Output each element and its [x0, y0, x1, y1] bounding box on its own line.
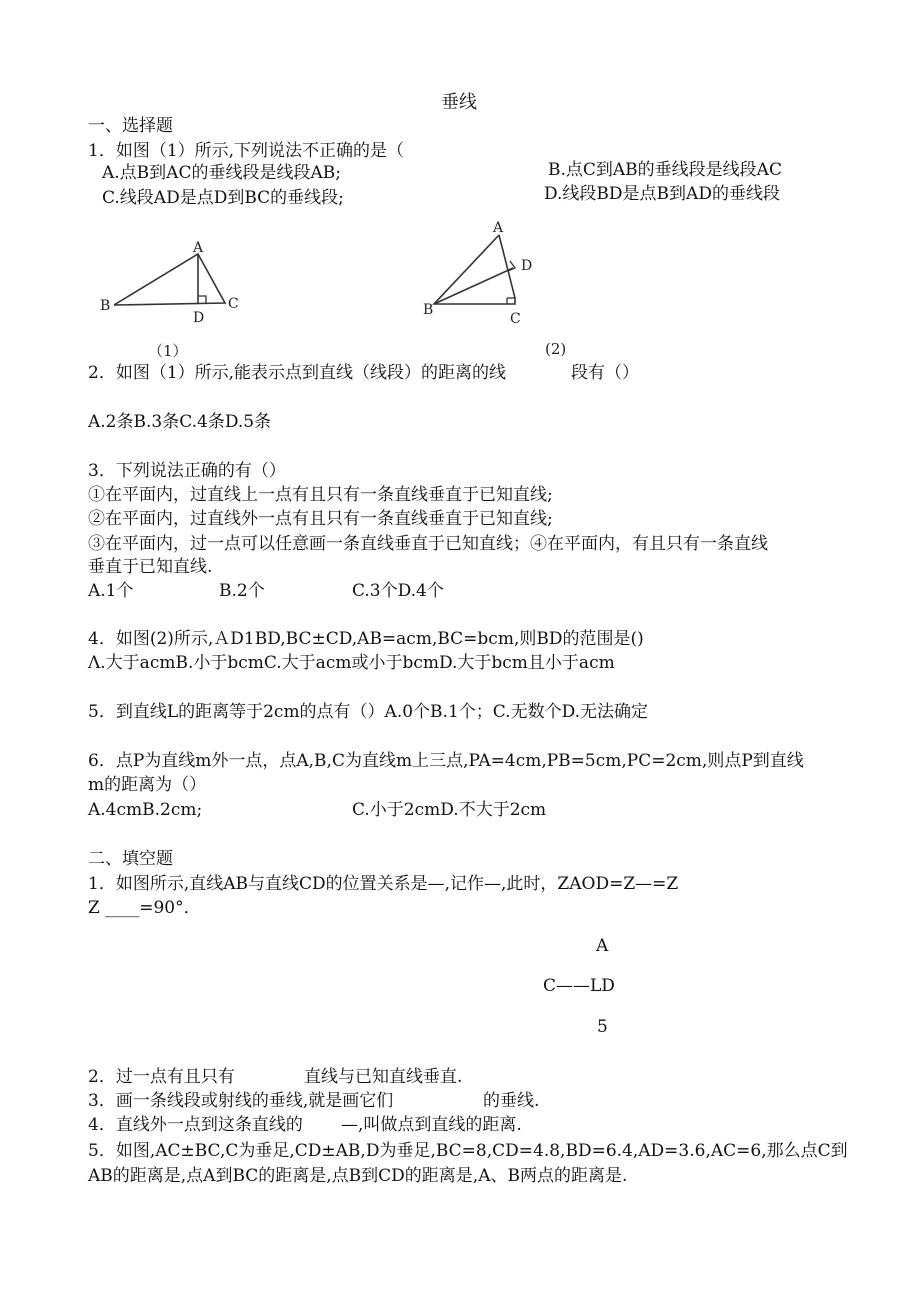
q3-option-b: B.2个 — [219, 581, 265, 601]
fig1-label-a: A — [193, 240, 204, 256]
f3-part2: 的垂线. — [483, 1091, 540, 1111]
q1-option-c: C.线段AD是点D到BC的垂线段; — [102, 188, 344, 208]
f2-part2: 直线与已知直线垂直. — [304, 1067, 463, 1087]
fig2-label-c: C — [510, 311, 521, 327]
q3-option-a: A.1个 — [88, 581, 134, 601]
f5-stem-line1: 5．如图,AC±BC,C为垂足,CD±AB,D为垂足,BC=8,CD=4.8,BD=6.4,AD=3.6,AC=6,那么点C到 — [88, 1141, 848, 1161]
f3-part1: 3．画一条线段或射线的垂线,就是画它们 — [88, 1091, 394, 1111]
q2-stem-part2: 段有（） — [571, 363, 639, 383]
q1-option-b: B.点C到AB的垂线段是线段AC — [548, 160, 782, 180]
q1-option-a: A.点B到AC的垂线段是线段AB; — [102, 163, 341, 183]
f1-figure-label-5: 5 — [597, 1017, 608, 1037]
fig2-label-b: B — [423, 302, 434, 318]
fig1-label-d: D — [193, 310, 205, 326]
q3-statement-4: 垂直于已知直线. — [88, 557, 213, 577]
q1-option-d: D.线段BD是点B到AD的垂线段 — [544, 184, 780, 204]
q5-stem: 5．到直线L的距离等于2cm的点有（）A.0个B.1个；C.无数个D.无法确定 — [88, 702, 649, 722]
fig2-label-d: D — [521, 258, 533, 274]
fig1-caption: （1） — [148, 342, 188, 360]
f2-part1: 2．过一点有且只有 — [88, 1067, 235, 1087]
q3-statement-2: ②在平面内，过直线外一点有且只有一条直线垂直于已知直线; — [88, 509, 553, 529]
q6-option-cd: C.小于2cmD.不大于2cm — [352, 800, 547, 820]
figure-2-triangle — [415, 215, 585, 365]
section-heading-choice: 一、选择题 — [88, 116, 173, 136]
page-title: 垂线 — [441, 92, 477, 113]
q6-option-ab: A.4cmB.2cm; — [88, 800, 203, 820]
f1-stem-line1: 1．如图所示,直线AB与直线CD的位置关系是—,记作—,此时，ZAOD=Z—=Z — [88, 874, 679, 894]
q3-stem: 3．下列说法正确的有（） — [88, 461, 286, 481]
f1-figure-label-cd: C——LD — [543, 976, 615, 996]
fig1-label-c: C — [228, 296, 239, 312]
f1-stem-line2: Z ____=90°． — [88, 898, 201, 918]
q6-stem-line2: m的距离为（） — [88, 775, 207, 795]
q3-option-cd: C.3个D.4个 — [352, 581, 444, 601]
fig2-label-a: A — [493, 220, 504, 236]
f4-part2: —,叫做点到直线的距离. — [341, 1115, 522, 1135]
figure-1-triangle — [90, 230, 260, 360]
section-heading-fill: 二、填空题 — [88, 849, 173, 869]
q6-stem-line1: 6．点P为直线m外一点，点A,B,C为直线m上三点,PA=4cm,PB=5cm,PC=2cm,则点P到直线 — [88, 751, 804, 771]
fig1-label-b: B — [100, 298, 111, 314]
q3-statement-3: ③在平面内，过一点可以任意画一条直线垂直于已知直线；④在平面内，有且只有一条直线 — [88, 534, 768, 554]
q3-statement-1: ①在平面内，过直线上一点有且只有一条直线垂直于已知直线; — [88, 485, 553, 505]
q1-stem: 1．如图（1）所示,下列说法不正确的是（ — [88, 141, 405, 161]
q2-stem-part1: 2．如图（1）所示,能表示点到直线（线段）的距离的线 — [88, 363, 507, 383]
q4-options: Λ.大于acmB.小于bcmC.大于acm或小于bcmD.大于bcm且小于acm — [88, 653, 615, 673]
f5-stem-line2: AB的距离是,点A到BC的距离是,点B到CD的距离是,A、B两点的距离是. — [88, 1166, 628, 1186]
f4-part1: 4．直线外一点到这条直线的 — [88, 1115, 303, 1135]
q2-options: A.2条B.3条C.4条D.5条 — [88, 412, 272, 432]
q4-stem: 4．如图(2)所示,ＡD1BD,BC±CD,AB=acm,BC=bcm,则BD的范围是() — [88, 629, 644, 649]
f1-figure-label-a: A — [596, 936, 609, 956]
fig2-caption: (2) — [545, 340, 567, 358]
